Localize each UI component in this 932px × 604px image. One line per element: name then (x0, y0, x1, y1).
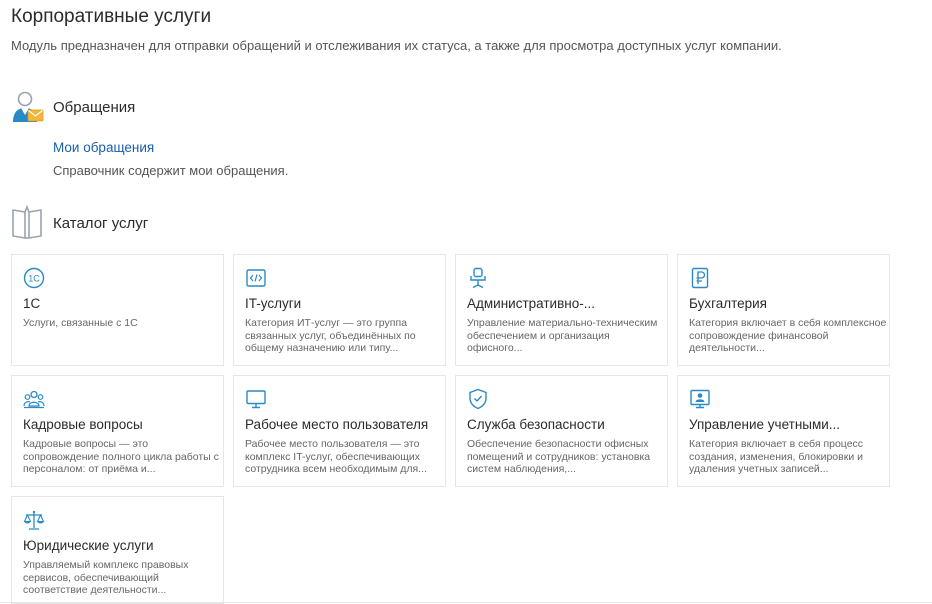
monitor-icon (245, 388, 267, 410)
card-title: Служба безопасности (467, 417, 605, 432)
service-card-admin[interactable] (455, 254, 668, 366)
scales-icon (23, 509, 45, 531)
my-requests-description: Справочник содержит мои обращения. (53, 163, 289, 178)
office-chair-icon (467, 267, 489, 289)
card-description: Категория включает в себя комплексное сопровождение финансовой деятельности... (689, 317, 887, 354)
service-card-security[interactable] (455, 375, 668, 487)
service-card-it[interactable] (233, 254, 446, 366)
book-icon (11, 205, 43, 239)
divider (0, 602, 932, 603)
card-title: Бухгалтерия (689, 296, 767, 311)
card-description: Кадровые вопросы — это сопровождение полного цикла работы с персоналом: от приёма и... (23, 438, 219, 475)
card-title: 1С (23, 296, 41, 311)
card-title: IT-услуги (245, 296, 302, 311)
card-description: Рабочее место пользователя — это комплекс IT-услуг, обеспечивающих сотрудника всем необходимым для... (245, 438, 427, 475)
svg-text:1C: 1C (28, 273, 40, 284)
shield-icon (467, 388, 489, 410)
1c-icon (23, 267, 45, 289)
page-title: Корпоративные услуги (11, 6, 212, 27)
service-card-1c[interactable] (11, 254, 224, 366)
card-title: Управление учетными... (689, 417, 841, 432)
service-card-accounting[interactable] (677, 254, 890, 366)
card-description: Управляемый комплекс правовых сервисов, обеспечивающий соответствие деятельности... (23, 559, 189, 596)
service-card-accounts[interactable] (677, 375, 890, 487)
card-description: Управление материально-техническим обеспечением и организация офисного... (467, 317, 658, 354)
card-title: Рабочее место пользователя (245, 417, 429, 432)
card-description: Обеспечение безопасности офисных помещений и сотрудников: установка систем наблюдения,... (467, 438, 651, 475)
service-card-workplace[interactable] (233, 375, 446, 487)
requests-section-title: Обращения (53, 99, 136, 116)
code-icon (245, 267, 267, 289)
service-card-hr[interactable] (11, 375, 224, 487)
card-title: Юридические услуги (23, 538, 154, 553)
service-card-legal[interactable] (11, 496, 224, 604)
card-title: Кадровые вопросы (23, 417, 143, 432)
ruble-icon (689, 267, 711, 289)
card-description: Категория ИТ-услуг — это группа связанных услуг, объединённых по общему назначению или типу... (245, 317, 416, 354)
people-group-icon (23, 388, 45, 410)
card-title: Административно-... (467, 296, 595, 311)
card-description: Услуги, связанные с 1С (23, 317, 138, 329)
card-description: Категория включает в себя процесс создания, изменения, блокировки и удаления учетных записей... (689, 438, 864, 475)
account-monitor-icon (689, 388, 711, 410)
user-envelope-icon (10, 89, 46, 125)
my-requests-link[interactable]: Мои обращения (53, 140, 155, 155)
catalog-section-title: Каталог услуг (53, 215, 149, 232)
page-description: Модуль предназначен для отправки обращений и отслеживания их статуса, а также для просмотра доступных услуг компании. (11, 38, 782, 53)
